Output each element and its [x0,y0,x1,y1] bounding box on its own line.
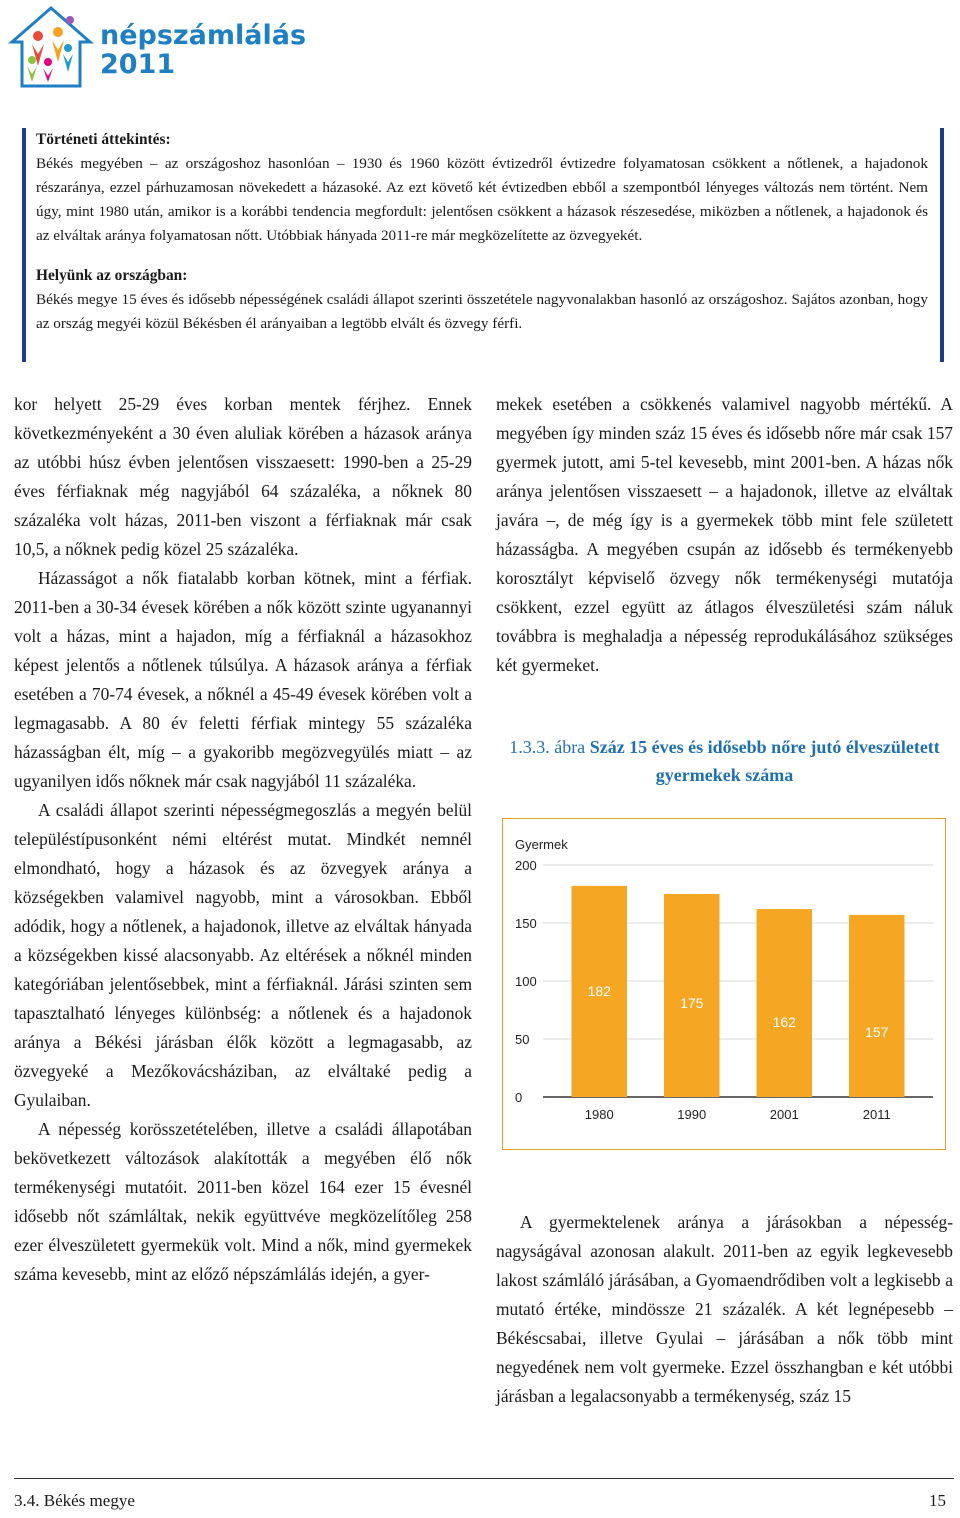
footer-section-label: 3.4. Békés megye [14,1491,135,1510]
box-right-border [940,128,944,362]
bar-value-label: 182 [587,982,611,999]
bar-value-label: 157 [865,1023,889,1040]
y-tick-label: 200 [515,858,537,873]
box-left-border [22,128,26,362]
logo-text [100,22,306,78]
box-content [36,128,928,336]
right-paragraph-1: mekek esetében a csökkenés valamivel nagyobb mértékű. A megyében így minden száz 15 éves és idősebb nőre már csak 157 gyermek jutott, ami 5-tel kevesebb, mint 2001-ben. A házas nők aránya jelentősen visszaesett – a hajadonok, illetve az elváltak javára –, de még így is a gyermekek több mint fele született házasságba. A megyében csupán az idősebb és termékenyebb korosztályt képviselő özvegy nők termékenységi mutatója csökkent, ezzel együtt az átlagos élveszületési szám náluk továbbra is meghaladja a népesség reprodukálásához szükséges két gyermeket. [496,394,953,675]
census-logo [8,4,308,92]
info-box [22,128,944,362]
x-tick-label: 1990 [677,1107,707,1122]
figure-number: 1.3.3. ábra [509,737,586,757]
right-column-lower [496,1208,953,1411]
footer-divider [14,1478,954,1479]
y-tick-label: 0 [515,1090,523,1105]
logo-line1: népszámlálás [100,20,307,51]
x-tick-label: 2001 [769,1107,799,1122]
right-paragraph-2: A gyermektelenek aránya a járásokban a népesség-nagyságával azonosan alakult. 2011-ben az egyik legkevesebb lakost számláló járásában, a Gyomaendrődiben volt a legkisebb a mutató értéke, mindössze 21 százalék. A két legnépesebb – Békéscsabai, illetve Gyulai – járásában a nők több mint negyedének nem volt gyermeke. Ezzel összhangban e két utóbbi járásban a legalacsonyabb a termékenység, száz 15 [496,1212,953,1406]
logo-line2: 2011 [100,49,176,80]
bar-chart-svg [503,819,945,1149]
logo-house-icon [8,4,94,90]
x-tick-label: 2011 [862,1107,891,1122]
x-tick-label: 1980 [584,1107,614,1122]
right-column [496,390,953,680]
figure-caption [496,733,953,789]
history-text: Békés megyében – az országoshoz hasonlóan – 1930 és 1960 között évtizedről évtizedre folyamatosan csökkent a nőtlenek, a hajadonok részaránya, ezzel párhuzamosan növekedett a házasoké. Az ezt követő két évtizedben ebből a szempontból lényeges változás nem történt. Nem úgy, mint 1980 után, amikor is a korábbi tendencia megfordult: jelentősen csökkent a házasok részesedése, miközben a nőtlenek, a hajadonok és az elváltak aránya folyamatosan nőtt. Utóbbiak hányada 2011-re már megközelítette az özvegyekét. [36,155,928,244]
left-paragraph-3: A családi állapot szerinti népességmegoszlás a megyén belül településtípusonként némi eltérést mutat. Mindkét nemnél elmondható, hogy a házasok és az özvegyek aránya a községekben valamivel nagyobb, mint a városokban. Ebből adódik, hogy a nőtlenek, a hajadonok, illetve az elváltak hányada a községekben kissé alacsonyabb. Az eltérések a nőknél minden kategóriában jelentősebbek, mint a férfiaknál. Járási szinten sem tapasztalható lényeges különbség: a nőtlenek és a hajadonok aránya a Békési járásban élők között a legmagasabb, az özvegyeké a Mezőkovácsháziban, az elváltaké pedig a Gyulaiban. [14,800,472,1110]
history-heading: Történeti áttekintés: [36,131,171,148]
bar-value-label: 175 [680,995,704,1011]
y-axis-label: Gyermek [515,837,568,852]
bar [849,915,905,1097]
position-text: Békés megye 15 éves és idősebb népességének családi állapot szerinti összetétele nagyvonalakban hasonló az országoshoz. Sajátos azonban, hogy az ország megyéi közül Békésben él arányaiban a legtöbb elvált és özvegy férfi. [36,291,928,332]
bar-chart [502,818,946,1150]
bar-value-label: 162 [772,1014,796,1031]
page-number: 15 [929,1491,946,1510]
bar [757,909,813,1097]
left-column [14,390,472,1289]
left-paragraph-2: Házasságot a nők fiatalabb korban kötnek, mint a férfiak. 2011-ben a 30-34 évesek körében a nők között szinte ugyanannyi volt a házas, mint a hajadon, míg a férfiaknál a házasokhoz képest jelentős a nőtlenek túlsúlya. A házasok aránya a férfiak esetében a 70-74 évesek, a nőknél a 45-49 évesek körében volt a legmagasabb. A 80 év feletti férfiak mintegy 55 százaléka házasságban élt, míg – a gyakoribb megözvegyülés miatt – az ugyanilyen idős nőknek már csak nagyjából 11 százaléka. [14,568,472,791]
position-heading: Helyünk az országban: [36,267,188,284]
y-tick-label: 100 [515,974,537,989]
left-paragraph-1: kor helyett 25-29 éves korban mentek férjhez. Ennek következményeként a 30 éven aluliak körében a házasok aránya az utóbbi húsz évben jelentősen visszaesett: 1990-ben a 25-29 éves férfiaknak még nagyjából 64 százaléka, a nőknek 80 százaléka volt házas, 2011-ben viszont a férfiaknak már csak 10,5, a nőknek pedig közel 25 százaléka. [14,394,472,559]
left-paragraph-4: A népesség korösszetételében, illetve a családi állapotában bekövetkezett változások alakították a megyében élő nők termékenységi mutatóit. 2011-ben közel 164 ezer 15 évesnél idősebb nőt számláltak, nekik együttvéve megközelítőleg 258 ezer élveszületett gyermekük volt. Mind a nők, mind gyermekek száma kevesebb, mint az előző népszámlálás idején, a gyer- [14,1119,472,1284]
y-tick-label: 150 [515,916,537,931]
figure-title: Száz 15 éves és idősebb nőre jutó élveszületett gyermekek száma [589,737,940,785]
y-tick-label: 50 [515,1032,530,1047]
